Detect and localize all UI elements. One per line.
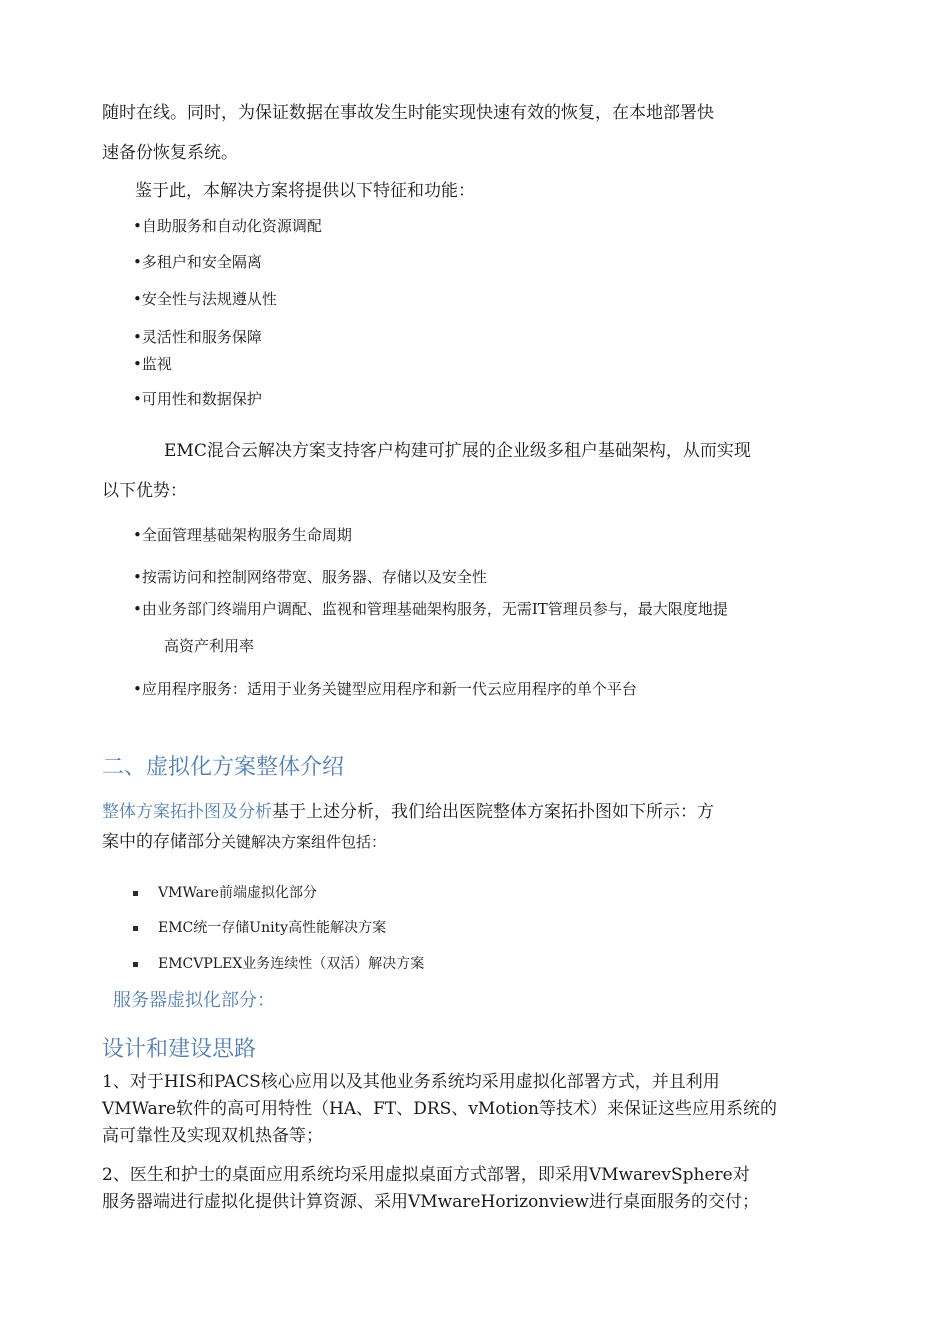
design-heading: 设计和建设思路 [102,1037,257,1062]
feature-item: •灵活性和服务保障 [133,328,262,346]
topology-text-part: 案中的存储部分 [102,832,221,852]
advantage-item: •全面管理基础架构服务生命周期 [133,526,352,544]
design-paragraph-1-line-1: 1、对于HIS和PACS核心应用以及其他业务系统均采用虚拟化部署方式，并且利用 [102,1072,720,1092]
topology-paragraph-line-2 [102,832,386,852]
square-bullet-icon [133,926,138,931]
component-item [133,920,386,937]
design-paragraph-2-line-2: 服务器端进行虚拟化提供计算资源、采用VMwareHorizonview进行桌面服务的交付； [102,1192,759,1212]
design-paragraph-1-line-2: VMWare软件的高可用特性（HA、FT、DRS、vMotion等技术）来保证这些应用系统的 [102,1099,778,1119]
component-label: VMWare前端虚拟化部分 [158,885,317,901]
component-item [133,885,317,902]
component-label: EMCVPLEX业务连续性（双活）解决方案 [158,956,425,972]
intro-lead: 鉴于此，本解决方案将提供以下特征和功能： [135,181,475,201]
advantage-item: •按需访问和控制网络带宽、服务器、存储以及安全性 [133,568,487,586]
topology-paragraph-line-1 [102,802,714,822]
component-item [133,956,424,973]
feature-item: •自助服务和自动化资源调配 [133,217,322,235]
square-bullet-icon [133,891,138,896]
topology-text: 基于上述分析，我们给出医院整体方案拓扑图如下所示：方 [272,802,714,822]
advantage-item: •应用程序服务：适用于业务关键型应用程序和新一代云应用程序的单个平台 [133,680,637,698]
feature-item: •多租户和安全隔离 [133,253,262,271]
server-virtualization-heading: 服务器虚拟化部分： [113,990,275,1011]
emc-line-1: EMC混合云解决方案支持客户构建可扩展的企业级多租户基础架构，从而实现 [164,441,751,461]
advantage-item: •由业务部门终端用户调配、监视和管理基础架构服务，无需IT管理员参与，最大限度地提 [133,600,728,618]
topology-text-part: 关键解决方案组件包括： [221,833,387,851]
topology-title: 整体方案拓扑图及分析 [102,802,272,822]
advantage-item-continuation: 高资产利用率 [164,637,255,655]
intro-line-2: 速备份恢复系统。 [102,143,238,163]
design-paragraph-2-line-1: 2、医生和护士的桌面应用系统均采用虚拟桌面方式部署，即采用VMwarevSphere对 [102,1165,750,1185]
section-heading: 二、虚拟化方案整体介绍 [102,755,345,780]
feature-item: •安全性与法规遵从性 [133,290,277,308]
square-bullet-icon [133,962,138,967]
design-paragraph-1-line-3: 高可靠性及实现双机热备等； [102,1126,323,1146]
emc-line-2: 以下优势： [102,481,187,501]
feature-item: •监视 [133,355,172,373]
feature-item: •可用性和数据保护 [133,390,262,408]
intro-line-1: 随时在线。同时，为保证数据在事故发生时能实现快速有效的恢复，在本地部署快 [102,103,714,123]
component-label: EMC统一存储Unity高性能解决方案 [158,920,387,936]
